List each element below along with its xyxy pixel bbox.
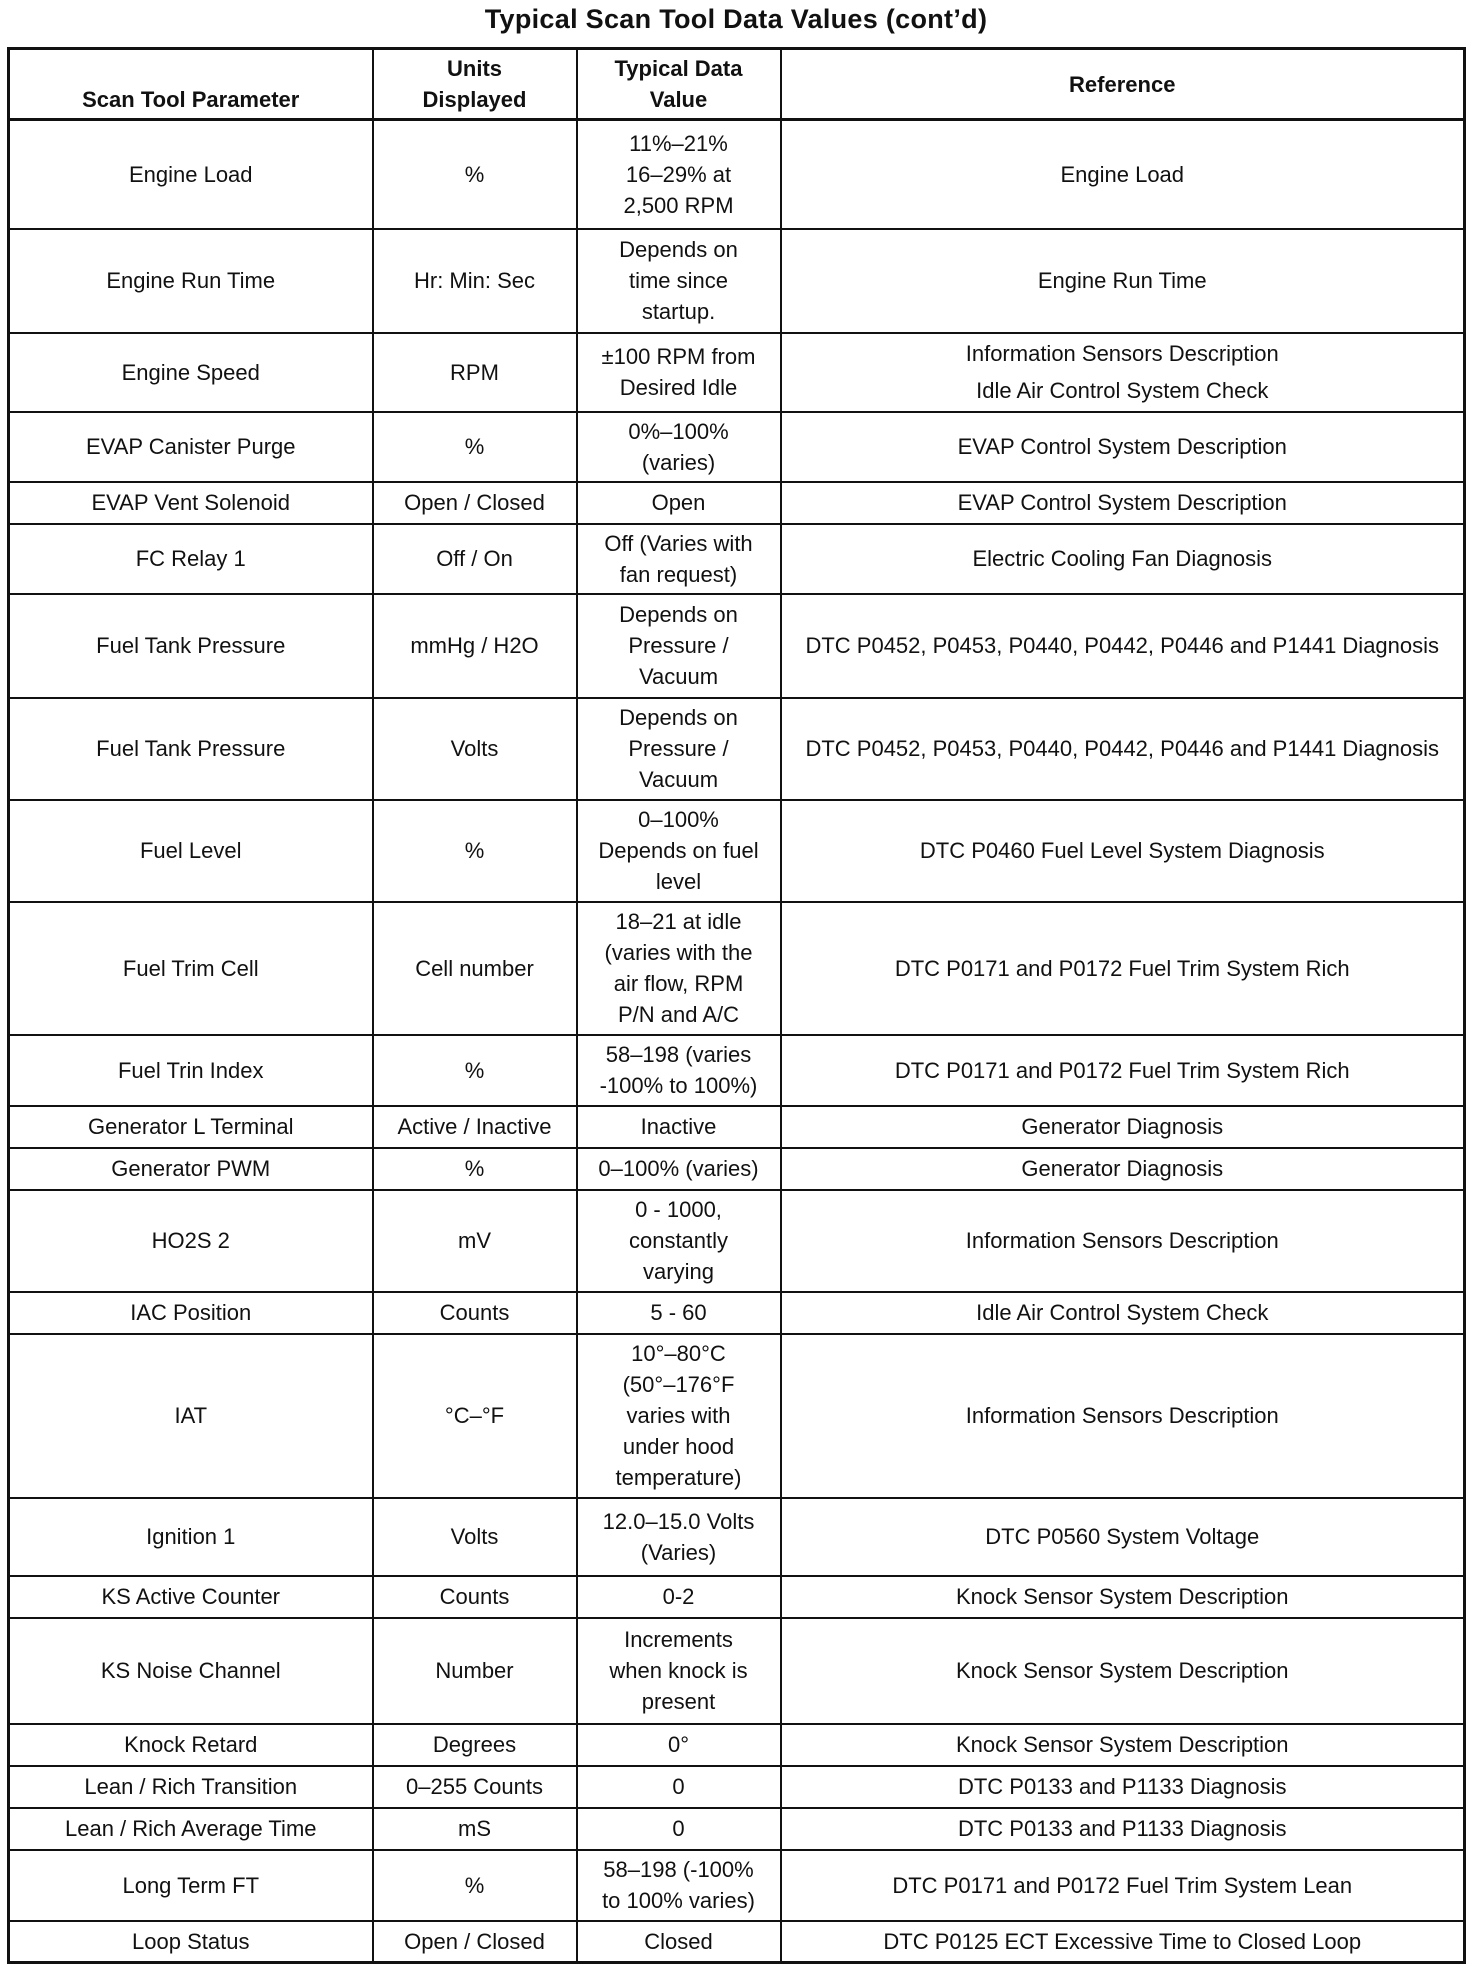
reference-cell: [781, 594, 1465, 698]
reference-cell: [781, 698, 1465, 800]
reference-text: Knock Sensor System Description: [955, 1732, 1289, 1757]
table-row: [9, 120, 1465, 229]
reference-text: DTC P0452, P0453, P0440, P0442, P0446 and P1441 Diagnosis: [805, 736, 1440, 761]
value-cell: 58–198 (-100% to 100% varies): [577, 1850, 781, 1921]
reference-text: Knock Sensor System Description: [955, 1584, 1289, 1609]
units-cell: Active / Inactive: [373, 1106, 577, 1148]
value-cell: 0°: [577, 1724, 781, 1766]
table-row: [9, 482, 1465, 524]
value-cell: 18–21 at idle (varies with the air flow, RPM P/N and A/C: [577, 902, 781, 1035]
value-cell: Off (Varies with fan request): [577, 524, 781, 594]
parameter-cell: Engine Load: [9, 120, 373, 229]
value-cell: 0%–100% (varies): [577, 412, 781, 482]
value-cell: Increments when knock is present: [577, 1618, 781, 1724]
units-cell: 0–255 Counts: [373, 1766, 577, 1808]
reference-cell: [781, 412, 1465, 482]
value-cell: Depends on Pressure / Vacuum: [577, 594, 781, 698]
reference-cell: [781, 1576, 1465, 1618]
parameter-cell: Ignition 1: [9, 1498, 373, 1576]
header-units-displayed: Units Displayed: [373, 49, 577, 120]
units-cell: %: [373, 800, 577, 902]
reference-text: Knock Sensor System Description: [955, 1658, 1289, 1683]
reference-cell: [781, 1035, 1465, 1106]
table-row: [9, 412, 1465, 482]
parameter-cell: Fuel Tank Pressure: [9, 698, 373, 800]
units-cell: %: [373, 412, 577, 482]
value-cell: 58–198 (varies -100% to 100%): [577, 1035, 781, 1106]
reference-text: DTC P0452, P0453, P0440, P0442, P0446 and P1441 Diagnosis: [805, 633, 1440, 658]
reference-cell: [781, 333, 1465, 412]
parameter-cell: Long Term FT: [9, 1850, 373, 1921]
reference-text: EVAP Control System Description: [957, 490, 1287, 515]
units-cell: Hr: Min: Sec: [373, 229, 577, 333]
parameter-cell: IAC Position: [9, 1292, 373, 1334]
reference-cell: [781, 120, 1465, 229]
reference-text: DTC P0133 and P1133 Diagnosis: [957, 1816, 1287, 1841]
table-row: [9, 333, 1465, 412]
units-cell: Open / Closed: [373, 1921, 577, 1963]
header-reference: Reference: [781, 49, 1465, 120]
parameter-cell: Knock Retard: [9, 1724, 373, 1766]
page-title: Typical Scan Tool Data Values (cont’d): [484, 4, 988, 34]
reference-cell: [781, 1766, 1465, 1808]
parameter-cell: Lean / Rich Transition: [9, 1766, 373, 1808]
table-row: [9, 1148, 1465, 1190]
parameter-cell: Engine Speed: [9, 333, 373, 412]
value-cell: 0–100% (varies): [577, 1148, 781, 1190]
reference-cell: [781, 1618, 1465, 1724]
reference-cell: [781, 482, 1465, 524]
reference-text: Generator Diagnosis: [1021, 1114, 1224, 1139]
reference-cell: [781, 524, 1465, 594]
reference-text: DTC P0171 and P0172 Fuel Trim System Rich: [894, 955, 1350, 981]
units-cell: °C–°F: [373, 1334, 577, 1498]
units-cell: %: [373, 1035, 577, 1106]
reference-text: Electric Cooling Fan Diagnosis: [972, 546, 1273, 571]
units-cell: RPM: [373, 333, 577, 412]
parameter-cell: Generator PWM: [9, 1148, 373, 1190]
table-body: [9, 120, 1465, 1963]
table-row: [9, 1292, 1465, 1334]
reference-cell: [781, 1921, 1465, 1963]
table-row: [9, 1498, 1465, 1576]
value-cell: 0-2: [577, 1576, 781, 1618]
reference-text: Information Sensors Description: [965, 1228, 1279, 1253]
parameter-cell: Lean / Rich Average Time: [9, 1808, 373, 1850]
reference-text: DTC P0171 and P0172 Fuel Trim System Rich: [894, 1057, 1350, 1083]
parameter-cell: FC Relay 1: [9, 524, 373, 594]
reference-text: Information Sensors Description: [965, 341, 1279, 366]
reference-text: DTC P0125 ECT Excessive Time to Closed Loop: [883, 1928, 1362, 1954]
reference-cell: [781, 1148, 1465, 1190]
reference-text: DTC P0171 and P0172 Fuel Trim System Lean: [892, 1872, 1353, 1898]
value-cell: 5 - 60: [577, 1292, 781, 1334]
reference-text: DTC P0133 and P1133 Diagnosis: [957, 1774, 1287, 1799]
value-cell: Depends on Pressure / Vacuum: [577, 698, 781, 800]
reference-text: DTC P0560 System Voltage: [985, 1524, 1260, 1549]
table-row: [9, 800, 1465, 902]
parameter-cell: KS Active Counter: [9, 1576, 373, 1618]
parameter-cell: Fuel Level: [9, 800, 373, 902]
reference-cell: [781, 1724, 1465, 1766]
units-cell: %: [373, 1148, 577, 1190]
reference-text: DTC P0460 Fuel Level System Diagnosis: [919, 838, 1325, 863]
parameter-cell: HO2S 2: [9, 1190, 373, 1292]
table-header-row: [9, 49, 1465, 120]
reference-text: Generator Diagnosis: [1021, 1156, 1224, 1181]
units-cell: Number: [373, 1618, 577, 1724]
parameter-cell: KS Noise Channel: [9, 1618, 373, 1724]
table-row: [9, 1724, 1465, 1766]
value-cell: 0: [577, 1766, 781, 1808]
reference-text: Idle Air Control System Check: [976, 1300, 1269, 1325]
table-row: [9, 1576, 1465, 1618]
table-row: [9, 1921, 1465, 1963]
parameter-cell: EVAP Vent Solenoid: [9, 482, 373, 524]
units-cell: mmHg / H2O: [373, 594, 577, 698]
reference-cell: [781, 1334, 1465, 1498]
parameter-cell: IAT: [9, 1334, 373, 1498]
table-row: [9, 1618, 1465, 1724]
table-row: [9, 594, 1465, 698]
reference-cell: [781, 1292, 1465, 1334]
table-row: [9, 1808, 1465, 1850]
parameter-cell: Fuel Trin Index: [9, 1035, 373, 1106]
reference-text: Idle Air Control System Check: [976, 378, 1269, 403]
parameter-cell: Engine Run Time: [9, 229, 373, 333]
header-scan-tool-parameter: Scan Tool Parameter: [9, 49, 373, 120]
reference-cell: [781, 800, 1465, 902]
units-cell: Cell number: [373, 902, 577, 1035]
reference-cell: [781, 1850, 1465, 1921]
value-cell: Inactive: [577, 1106, 781, 1148]
value-cell: Open: [577, 482, 781, 524]
value-cell: 0: [577, 1808, 781, 1850]
units-cell: Volts: [373, 1498, 577, 1576]
table-row: [9, 1334, 1465, 1498]
units-cell: %: [373, 120, 577, 229]
units-cell: Counts: [373, 1576, 577, 1618]
reference-cell: [781, 1106, 1465, 1148]
table-row: [9, 524, 1465, 594]
scan-tool-data-table: [7, 47, 1466, 1964]
units-cell: Degrees: [373, 1724, 577, 1766]
table-row: [9, 229, 1465, 333]
reference-text: Engine Run Time: [1037, 268, 1207, 293]
value-cell: 0 - 1000, constantly varying: [577, 1190, 781, 1292]
reference-cell: [781, 1498, 1465, 1576]
header-typical-data-value: Typical Data Value: [577, 49, 781, 120]
table-row: [9, 1850, 1465, 1921]
value-cell: 11%–21% 16–29% at 2,500 RPM: [577, 120, 781, 229]
parameter-cell: EVAP Canister Purge: [9, 412, 373, 482]
reference-text: Engine Load: [1060, 161, 1185, 187]
units-cell: Off / On: [373, 524, 577, 594]
reference-cell: [781, 1190, 1465, 1292]
table-row: [9, 1106, 1465, 1148]
units-cell: mS: [373, 1808, 577, 1850]
table-row: [9, 1766, 1465, 1808]
units-cell: Open / Closed: [373, 482, 577, 524]
units-cell: mV: [373, 1190, 577, 1292]
value-cell: 0–100% Depends on fuel level: [577, 800, 781, 902]
parameter-cell: Loop Status: [9, 1921, 373, 1963]
units-cell: %: [373, 1850, 577, 1921]
reference-cell: [781, 229, 1465, 333]
table-row: [9, 698, 1465, 800]
reference-cell: [781, 1808, 1465, 1850]
value-cell: ±100 RPM from Desired Idle: [577, 333, 781, 412]
units-cell: Counts: [373, 1292, 577, 1334]
parameter-cell: Fuel Tank Pressure: [9, 594, 373, 698]
reference-text: Information Sensors Description: [965, 1403, 1279, 1428]
parameter-cell: Generator L Terminal: [9, 1106, 373, 1148]
table-row: [9, 1035, 1465, 1106]
value-cell: 10°–80°C (50°–176°F varies with under hood temperature): [577, 1334, 781, 1498]
value-cell: 12.0–15.0 Volts (Varies): [577, 1498, 781, 1576]
reference-cell: [781, 902, 1465, 1035]
reference-text: EVAP Control System Description: [957, 434, 1287, 459]
value-cell: Closed: [577, 1921, 781, 1963]
table-row: [9, 902, 1465, 1035]
value-cell: Depends on time since startup.: [577, 229, 781, 333]
units-cell: Volts: [373, 698, 577, 800]
table-row: [9, 1190, 1465, 1292]
parameter-cell: Fuel Trim Cell: [9, 902, 373, 1035]
